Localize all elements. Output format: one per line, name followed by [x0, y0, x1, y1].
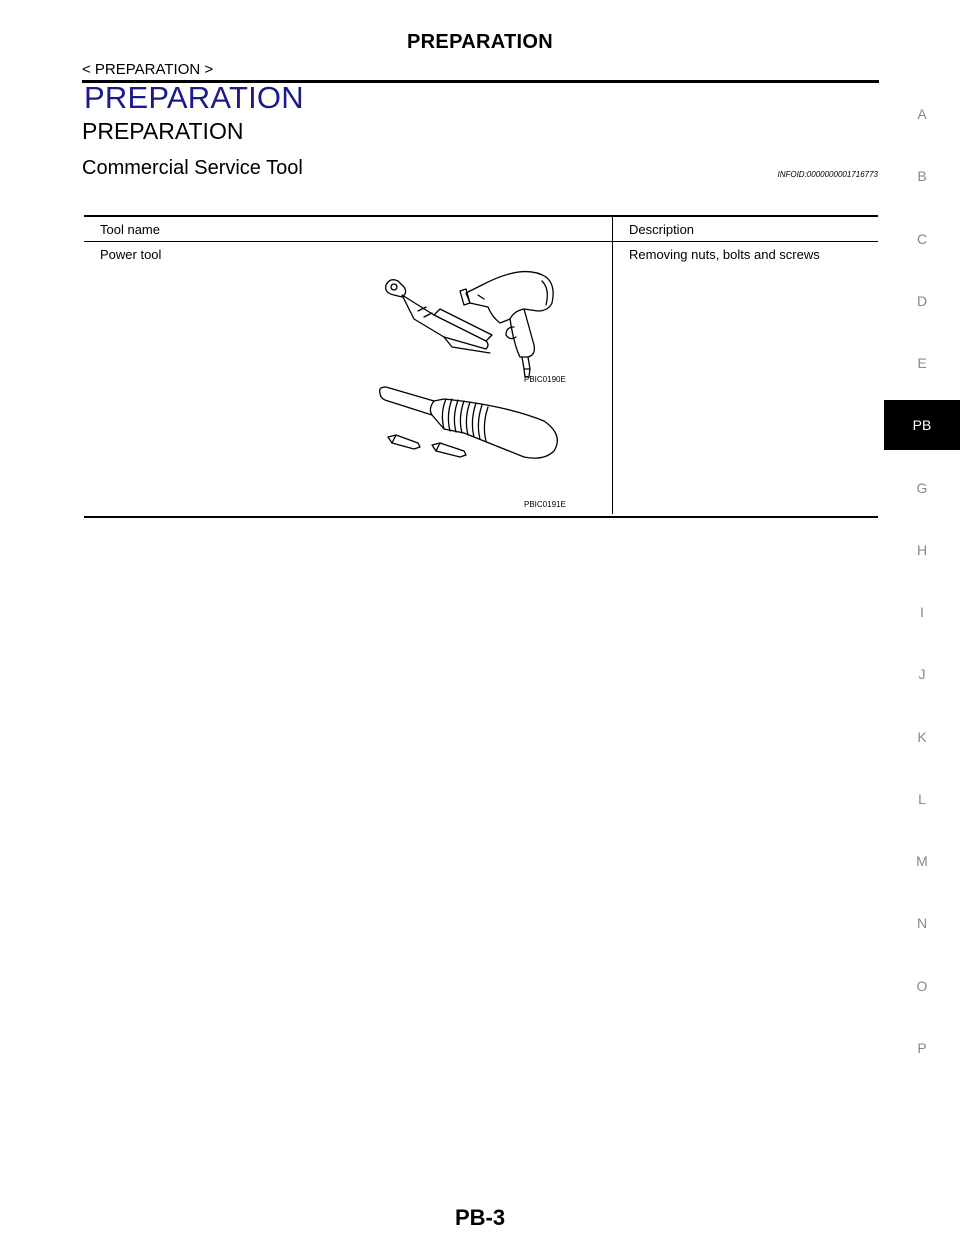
column-divider	[612, 217, 613, 514]
breadcrumb: < PREPARATION >	[82, 61, 214, 78]
description-cell: Removing nuts, bolts and screws	[629, 247, 820, 262]
side-tab-c[interactable]: C	[916, 231, 928, 247]
tool-table	[84, 215, 878, 518]
section-tabs	[884, 0, 960, 1242]
header-tool-name: Tool name	[100, 222, 160, 237]
side-tab-d[interactable]: D	[916, 293, 928, 309]
page-number: PB-3	[454, 1205, 506, 1230]
side-tab-o[interactable]: O	[916, 978, 928, 994]
header-description: Description	[629, 222, 695, 237]
table-header-row	[84, 217, 878, 242]
side-tab-pb[interactable]: PB	[884, 400, 960, 450]
side-tab-e[interactable]: E	[917, 355, 927, 371]
side-tab-b[interactable]: B	[917, 168, 927, 184]
side-tab-a[interactable]: A	[917, 106, 927, 122]
side-tab-k[interactable]: K	[917, 729, 927, 745]
power-tool-illustration	[374, 265, 594, 510]
side-tab-j[interactable]: J	[918, 666, 926, 682]
sub-heading: PREPARATION	[82, 118, 244, 144]
figure-label-1: PBIC0190E	[524, 375, 566, 384]
side-tab-i[interactable]: I	[920, 604, 924, 620]
info-id: INFOID:0000000001716773	[777, 170, 878, 179]
page-title: PREPARATION	[407, 31, 553, 53]
main-heading[interactable]: PREPARATION	[84, 80, 304, 115]
side-tab-p[interactable]: P	[917, 1040, 927, 1056]
side-tab-m[interactable]: M	[916, 853, 928, 869]
figure-label-2: PBIC0191E	[524, 500, 566, 509]
section-heading: Commercial Service Tool	[82, 157, 303, 179]
side-tab-h[interactable]: H	[916, 542, 928, 558]
tool-name-cell: Power tool	[100, 247, 162, 262]
side-tab-g[interactable]: G	[916, 480, 928, 496]
side-tab-l[interactable]: L	[918, 791, 926, 807]
side-tab-n[interactable]: N	[916, 915, 928, 931]
